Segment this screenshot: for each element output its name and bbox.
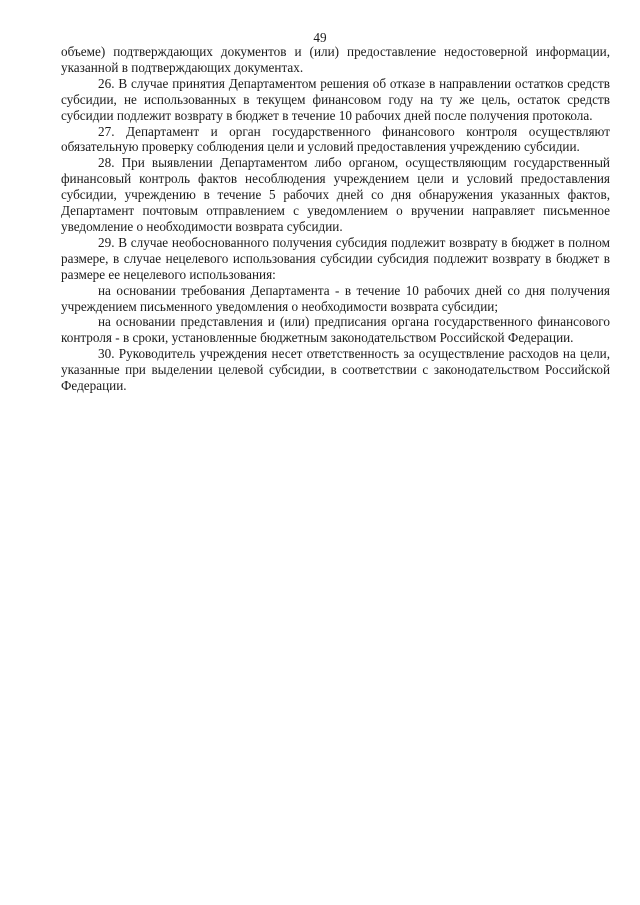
paragraph-continuation: объеме) подтверждающих документов и (или) предоставление недостоверной информации, указанной в подтверждающих документах. — [61, 44, 610, 75]
paragraph-28: 28. При выявлении Департаментом либо органом, осуществляющим государственный финансовый контроль фактов несоблюдения учреждением цели и условий предоставления субсидии, учреждению в течение 5 рабочих дней со дня обнаружения указанных фактов, Департамент почтовым отправлением с уведомлением о вручении направляет письменное уведомление о необходимости возврата субсидии. — [61, 155, 610, 234]
paragraph-29-item-2: на основании представления и (или) предписания органа государственного финансового контроля - в сроки, установленные бюджетным законодательством Российской Федерации. — [61, 314, 610, 346]
paragraph-29: 29. В случае необоснованного получения субсидия подлежит возврату в бюджет в полном размере, в случае нецелевого использования субсидии субсидия подлежит возврату в бюджет в размере ее нецелевого использования: — [61, 234, 610, 282]
document-body — [61, 44, 610, 394]
page-number: 49 — [313, 30, 327, 45]
paragraph-29-item-1: на основании требования Департамента - в течение 10 рабочих дней со дня получения учреждением письменного уведомления о необходимости возврата субсидии; — [61, 282, 610, 314]
paragraph-30: 30. Руководитель учреждения несет ответственность за осуществление расходов на цели, указанные при выделении целевой субсидии, в соответствии с законодательством Российской Федерации. — [61, 346, 610, 394]
paragraph-27: 27. Департамент и орган государственного финансового контроля осуществляют обязательную проверку соблюдения цели и условий предоставления учреждению субсидии. — [61, 123, 610, 155]
paragraph-26: 26. В случае принятия Департаментом решения об отказе в направлении остатков средств субсидии, не использованных в текущем финансовом году на ту же цель, остаток средств субсидии подлежит возврату в бюджет в течение 10 рабочих дней после получения протокола. — [61, 75, 610, 123]
